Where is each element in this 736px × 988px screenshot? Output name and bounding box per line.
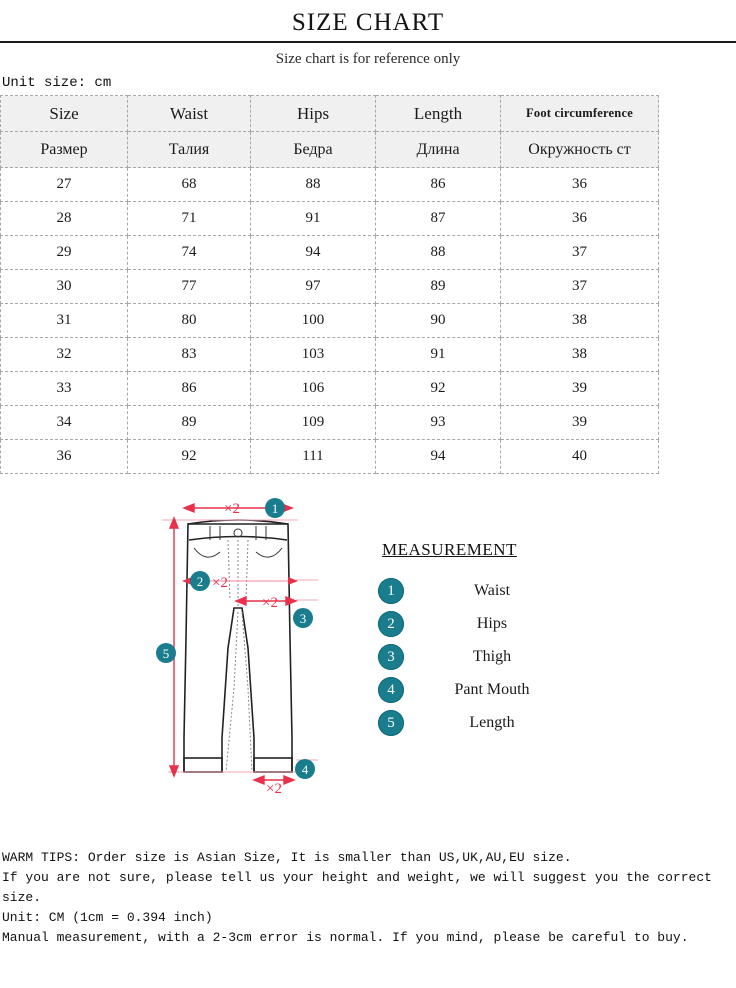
table-cell: 71 xyxy=(128,202,251,236)
legend-item xyxy=(378,640,628,673)
table-cell: 88 xyxy=(251,168,376,202)
diagram-badge-5-label: 5 xyxy=(162,646,170,661)
table-cell: 40 xyxy=(501,440,659,474)
legend-title: MEASUREMENT xyxy=(382,540,517,559)
table-cell: 109 xyxy=(251,406,376,440)
pants-diagram-svg xyxy=(148,488,348,808)
legend-badge-3: 3 xyxy=(378,644,404,670)
diagram-badge-1 xyxy=(265,498,285,518)
col-header-foot-en: Foot circumference xyxy=(501,96,659,132)
table-cell: 89 xyxy=(376,270,501,304)
measurement-section xyxy=(0,488,736,818)
table-cell: 94 xyxy=(376,440,501,474)
table-cell: 28 xyxy=(1,202,128,236)
tips-line-4: Unit: CM (1cm = 0.394 inch) xyxy=(2,910,213,925)
table-cell: 86 xyxy=(376,168,501,202)
table-cell: 37 xyxy=(501,270,659,304)
table-cell: 74 xyxy=(128,236,251,270)
tips-line-5: Manual measurement, with a 2-3cm error is normal. If you mind, please be careful to buy. xyxy=(2,930,689,945)
legend-item xyxy=(378,673,628,706)
page-title: SIZE CHART xyxy=(291,9,445,36)
table-cell: 91 xyxy=(376,338,501,372)
table-cell: 92 xyxy=(376,372,501,406)
legend-label: Pant Mouth xyxy=(454,680,530,698)
table-cell: 111 xyxy=(251,440,376,474)
table-cell: 36 xyxy=(501,202,659,236)
table-cell: 86 xyxy=(128,372,251,406)
diagram-badge-3 xyxy=(293,608,313,628)
table-cell: 103 xyxy=(251,338,376,372)
tips-line-3: size. xyxy=(2,890,42,905)
table-cell: 32 xyxy=(1,338,128,372)
table-cell: 39 xyxy=(501,406,659,440)
table-row xyxy=(1,236,659,270)
legend-badge-2: 2 xyxy=(378,611,404,637)
table-cell: 91 xyxy=(251,202,376,236)
col-header-waist-ru: Талия xyxy=(128,132,251,168)
col-header-hips-en: Hips xyxy=(251,96,376,132)
table-cell: 38 xyxy=(501,304,659,338)
diagram-badge-1-label: 1 xyxy=(271,501,279,516)
legend-label: Length xyxy=(469,713,515,731)
table-cell: 83 xyxy=(128,338,251,372)
size-table-head xyxy=(1,96,659,168)
legend-badge-1: 1 xyxy=(378,578,404,604)
table-cell: 90 xyxy=(376,304,501,338)
diagram-badge-4 xyxy=(295,759,315,779)
table-cell: 97 xyxy=(251,270,376,304)
legend-label: Hips xyxy=(476,614,508,632)
size-table-body xyxy=(1,168,659,474)
table-cell: 31 xyxy=(1,304,128,338)
col-header-length-en: Length xyxy=(376,96,501,132)
table-cell: 88 xyxy=(376,236,501,270)
warm-tips xyxy=(0,848,736,948)
legend-badge-4: 4 xyxy=(378,677,404,703)
diagram-badge-5 xyxy=(156,643,176,663)
diagram-badge-3-label: 3 xyxy=(299,611,307,626)
col-header-waist-en: Waist xyxy=(128,96,251,132)
col-header-length-ru: Длина xyxy=(376,132,501,168)
table-row xyxy=(1,304,659,338)
col-header-hips-ru: Бедра xyxy=(251,132,376,168)
table-cell: 92 xyxy=(128,440,251,474)
pant-mouth-multiplier-label: ×2 xyxy=(266,781,282,797)
tips-line-1: WARM TIPS: Order size is Asian Size, It is smaller than US,UK,AU,EU size. xyxy=(2,850,572,865)
table-cell: 27 xyxy=(1,168,128,202)
table-cell: 34 xyxy=(1,406,128,440)
table-cell: 89 xyxy=(128,406,251,440)
legend-item xyxy=(378,574,628,607)
table-cell: 36 xyxy=(1,440,128,474)
table-cell: 37 xyxy=(501,236,659,270)
col-header-size-en: Size xyxy=(1,96,128,132)
col-header-foot-ru: Окружность ст xyxy=(501,132,659,168)
col-header-size-ru: Размер xyxy=(1,132,128,168)
diagram-badge-2-label: 2 xyxy=(196,574,204,589)
pants-diagram xyxy=(148,488,348,808)
table-header-row-ru xyxy=(1,132,659,168)
table-cell: 36 xyxy=(501,168,659,202)
table-cell: 38 xyxy=(501,338,659,372)
table-cell: 93 xyxy=(376,406,501,440)
waist-multiplier-label: ×2 xyxy=(224,501,240,517)
hips-multiplier-label: ×2 xyxy=(212,575,228,591)
table-row xyxy=(1,168,659,202)
diagram-badge-4-label: 4 xyxy=(301,762,309,777)
table-row xyxy=(1,202,659,236)
table-header-row-en xyxy=(1,96,659,132)
legend-label: Waist xyxy=(473,581,511,599)
diagram-badge-2 xyxy=(190,571,210,591)
tips-line-2: If you are not sure, please tell us your height and weight, we will suggest you the correct xyxy=(2,870,712,885)
table-row xyxy=(1,440,659,474)
size-table xyxy=(0,95,659,474)
legend-label: Thigh xyxy=(472,647,512,665)
measurement-legend xyxy=(378,540,628,739)
page-subtitle: Size chart is for reference only xyxy=(275,51,461,67)
table-cell: 39 xyxy=(501,372,659,406)
table-row xyxy=(1,406,659,440)
table-cell: 80 xyxy=(128,304,251,338)
table-cell: 87 xyxy=(376,202,501,236)
legend-item xyxy=(378,706,628,739)
table-cell: 33 xyxy=(1,372,128,406)
table-cell: 30 xyxy=(1,270,128,304)
table-cell: 106 xyxy=(251,372,376,406)
legend-item xyxy=(378,607,628,640)
legend-badge-5: 5 xyxy=(378,710,404,736)
unit-note: Unit size: cm xyxy=(2,75,112,91)
table-cell: 94 xyxy=(251,236,376,270)
table-row xyxy=(1,338,659,372)
legend-list xyxy=(378,574,628,739)
table-cell: 68 xyxy=(128,168,251,202)
thigh-multiplier-label: ×2 xyxy=(262,595,278,611)
table-row xyxy=(1,270,659,304)
table-row xyxy=(1,372,659,406)
table-cell: 77 xyxy=(128,270,251,304)
table-cell: 100 xyxy=(251,304,376,338)
table-cell: 29 xyxy=(1,236,128,270)
